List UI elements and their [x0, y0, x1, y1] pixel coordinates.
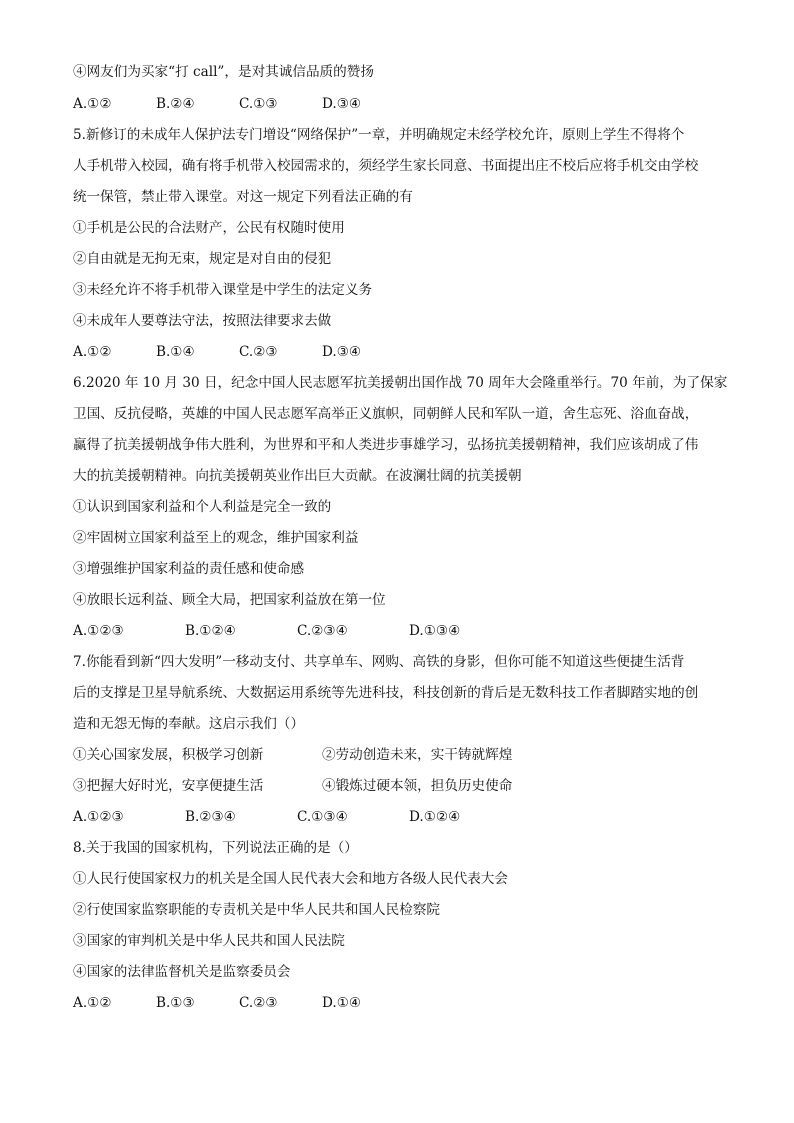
options-row	[73, 94, 723, 115]
question-stem: 人手机带入校园，确有将手机带入校园需求的，须经学生家长同意、书面提出庄不校后应将手机交由学校	[73, 158, 699, 174]
question-6	[73, 373, 728, 642]
option-b[interactable]: B.②④	[156, 96, 195, 112]
question-stem: 赢得了抗美援朝战争伟大胜利，为世界和平和人类进步事雄学习，弘扬抗美援朝精神，我们应该胡成了伟	[73, 437, 699, 453]
statement-4: ④网友们为买家“打 call”，是对其诚信品质的赞扬	[73, 64, 374, 80]
option-c[interactable]: C.②③④	[297, 623, 348, 639]
options-row	[73, 807, 723, 828]
statement-4: ④锻炼过硬本领，担负历史使命	[322, 778, 513, 794]
statement-1: ①手机是公民的合法财产，公民有权随时使用	[73, 220, 345, 236]
statement-4: ④未成年人要尊法守法，按照法律要求去做	[73, 313, 332, 329]
option-d[interactable]: D.①④	[322, 995, 362, 1011]
question-stem: 5.新修订的未成年人保护法专门增设“网络保护”一章，并明确规定未经学校允许，原则上学生不得将个	[73, 127, 685, 143]
statement-2: ②劳动创造未来，实干铸就辉煌	[322, 747, 513, 763]
statement-3: ③国家的审判机关是中华人民共和国人民法院	[73, 933, 345, 949]
statement-1: ①关心国家发展，积极学习创新	[73, 747, 264, 763]
question-stem: 大的抗美援朝精神。向抗美援朝英业作出巨大贡献。在波澜壮阔的抗美援朝	[73, 468, 522, 484]
question-stem: 8.关于我国的国家机构，下列说法正确的是（）	[73, 840, 358, 856]
option-a[interactable]: A.①②③	[73, 623, 124, 639]
option-b[interactable]: B.①②④	[185, 623, 236, 639]
option-d[interactable]: D.③④	[322, 96, 362, 112]
option-a[interactable]: A.①②	[73, 995, 112, 1011]
option-c[interactable]: C.①③④	[297, 809, 348, 825]
question-stem: 6.2020 年 10 月 30 日，纪念中国人民志愿军抗美援朝出国作战 70 周年大会隆重举行。70 年前，为了保家	[73, 375, 728, 391]
statement-1: ①人民行使国家权力的机关是全国人民代表大会和地方各级人民代表大会	[73, 871, 508, 887]
statement-4: ④国家的法律监督机关是监察委员会	[73, 964, 291, 980]
exam-page	[73, 62, 728, 1024]
statement-pair	[73, 745, 723, 766]
question-7	[73, 652, 723, 828]
statement-2: ②自由就是无拘无束，规定是对自由的侵犯	[73, 251, 332, 267]
options-row	[73, 621, 723, 642]
question-stem: 7.你能看到新“四大发明”一移动支付、共享单车、网购、高铁的身影，但你可能不知道这些便捷生活背	[73, 654, 685, 670]
question-4-tail	[73, 62, 723, 115]
options-row	[73, 993, 723, 1014]
statement-3: ③把握大好时光，安享便捷生活	[73, 778, 264, 794]
option-a[interactable]: A.①②③	[73, 809, 124, 825]
statement-2: ②牢固树立国家利益至上的观念，维护国家利益	[73, 530, 359, 546]
statement-3: ③增强维护国家利益的责任感和使命感	[73, 561, 305, 577]
statement-1: ①认识到国家利益和个人利益是完全一致的	[73, 499, 332, 515]
option-b[interactable]: B.①④	[156, 344, 195, 360]
question-stem: 统一保管，禁止带入课堂。对这一规定下列看法正确的有	[73, 189, 413, 205]
option-b[interactable]: B.②③④	[185, 809, 236, 825]
option-d[interactable]: D.①②④	[409, 809, 461, 825]
option-a[interactable]: A.①②	[73, 96, 112, 112]
statement-4: ④放眼长远利益、顾全大局，把国家利益放在第一位	[73, 592, 386, 608]
option-c[interactable]: C.①③	[239, 96, 278, 112]
option-a[interactable]: A.①②	[73, 344, 112, 360]
option-c[interactable]: C.②③	[239, 995, 278, 1011]
option-c[interactable]: C.②③	[239, 344, 278, 360]
options-row	[73, 342, 723, 363]
question-5	[73, 125, 723, 363]
statement-2: ②行使国家监察职能的专责机关是中华人民共和国人民检察院	[73, 902, 441, 918]
question-stem: 造和无怨无悔的奉献。这启示我们（）	[73, 716, 305, 732]
option-b[interactable]: B.①③	[156, 995, 195, 1011]
question-stem: 后的支撑是卫星导航系统、大数据运用系统等先进科技，科技创新的背后是无数科技工作者脚踏实地的创	[73, 685, 699, 701]
statement-3: ③未经允许不将手机带入课堂是中学生的法定义务	[73, 282, 373, 298]
question-stem: 卫国、反抗侵略，英雄的中国人民志愿军高举正义旗帜，同朝鲜人民和军队一道，舍生忘死、浴血奋战，	[73, 406, 699, 422]
option-d[interactable]: D.①③④	[409, 623, 461, 639]
statement-pair	[73, 776, 723, 797]
question-8	[73, 838, 723, 1014]
option-d[interactable]: D.③④	[322, 344, 362, 360]
